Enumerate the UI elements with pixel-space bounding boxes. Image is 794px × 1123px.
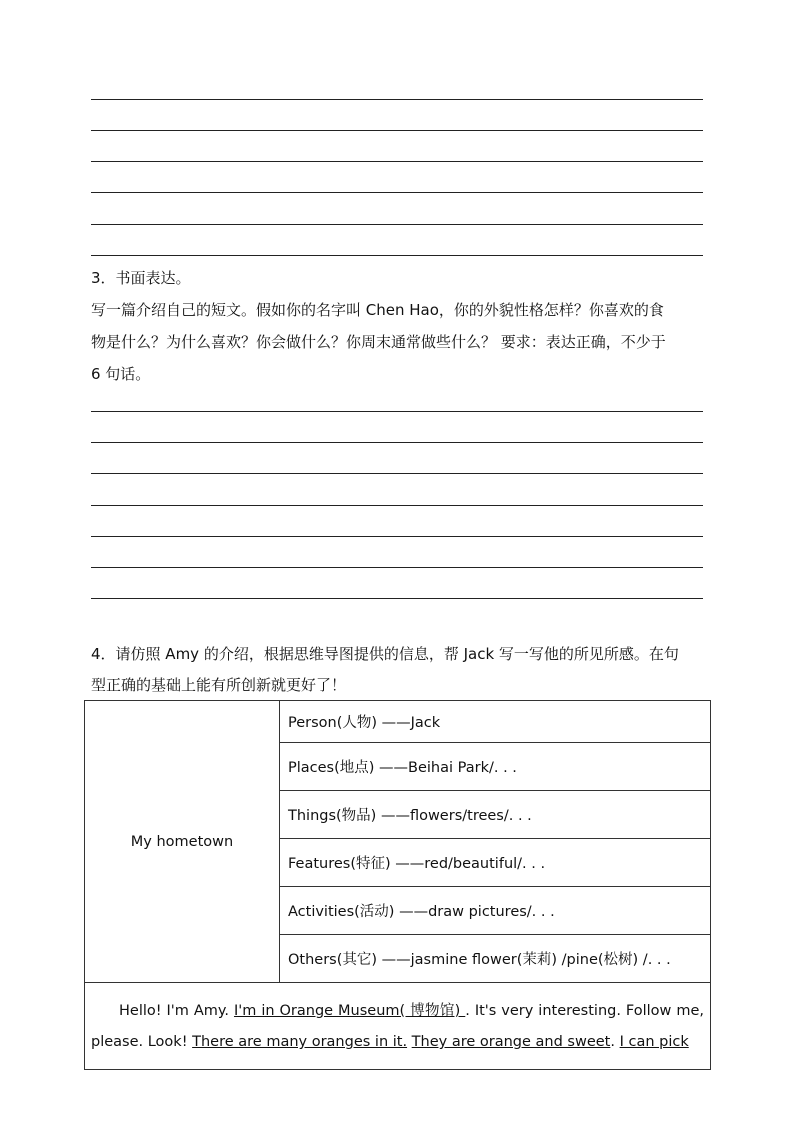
mind-map-row: Things(物品) ——flowers/trees/. . .	[280, 791, 711, 839]
writing-line	[91, 255, 703, 256]
sample-underlined-text: I can pick	[619, 1034, 689, 1050]
writing-line	[91, 536, 703, 537]
writing-line	[91, 192, 703, 193]
sample-underlined-text: There are many oranges in it.	[192, 1034, 408, 1050]
mind-map-center: My hometown	[85, 701, 280, 983]
section-3-prompt-line: 写一篇介绍自己的短文。假如你的名字叫 Chen Hao，你的外貌性格怎样？你喜欢的食	[91, 301, 664, 319]
writing-line	[91, 224, 703, 225]
mind-map-row: Activities(活动) ——draw pictures/. . .	[280, 887, 711, 935]
mind-map-table	[84, 700, 711, 1070]
writing-line	[91, 442, 703, 443]
writing-line	[91, 473, 703, 474]
sample-passage	[85, 983, 711, 1070]
sample-text: Hello! I'm Amy.	[119, 1003, 234, 1019]
mind-map-row: Features(特征) ——red/beautiful/. . .	[280, 839, 711, 887]
mind-map-row: Others(其它) ——jasmine flower(茉莉) /pine(松树) /. . .	[280, 935, 711, 983]
section-4-prompt-line: 型正确的基础上能有所创新就更好了！	[91, 676, 347, 694]
section-3-prompt-line: 6 句话。	[91, 365, 151, 383]
writing-line	[91, 567, 703, 568]
mind-map-row: Person(人物) ——Jack	[280, 701, 711, 743]
sample-text: .	[610, 1034, 620, 1050]
mind-map-row: Places(地点) ——Beihai Park/. . .	[280, 743, 711, 791]
writing-line	[91, 505, 703, 506]
section-4-prompt-line: 4．请仿照 Amy 的介绍，根据思维导图提供的信息，帮 Jack 写一写他的所见所感。在句	[91, 645, 679, 663]
writing-line	[91, 99, 703, 100]
section-3-prompt-line: 物是什么？为什么喜欢？你会做什么？你周末通常做些什么？ 要求：表达正确，不少于	[91, 333, 666, 351]
writing-line	[91, 598, 703, 599]
writing-line	[91, 130, 703, 131]
sample-text: . It's very interesting. Follow me, please. Look!	[91, 1003, 705, 1050]
writing-line	[91, 161, 703, 162]
section-3-heading: 3．书面表达。	[91, 269, 191, 287]
sample-underlined-text: I'm in Orange Museum( 博物馆)	[233, 1003, 466, 1019]
sample-underlined-text: They are orange and sweet	[411, 1034, 611, 1050]
writing-line	[91, 411, 703, 412]
